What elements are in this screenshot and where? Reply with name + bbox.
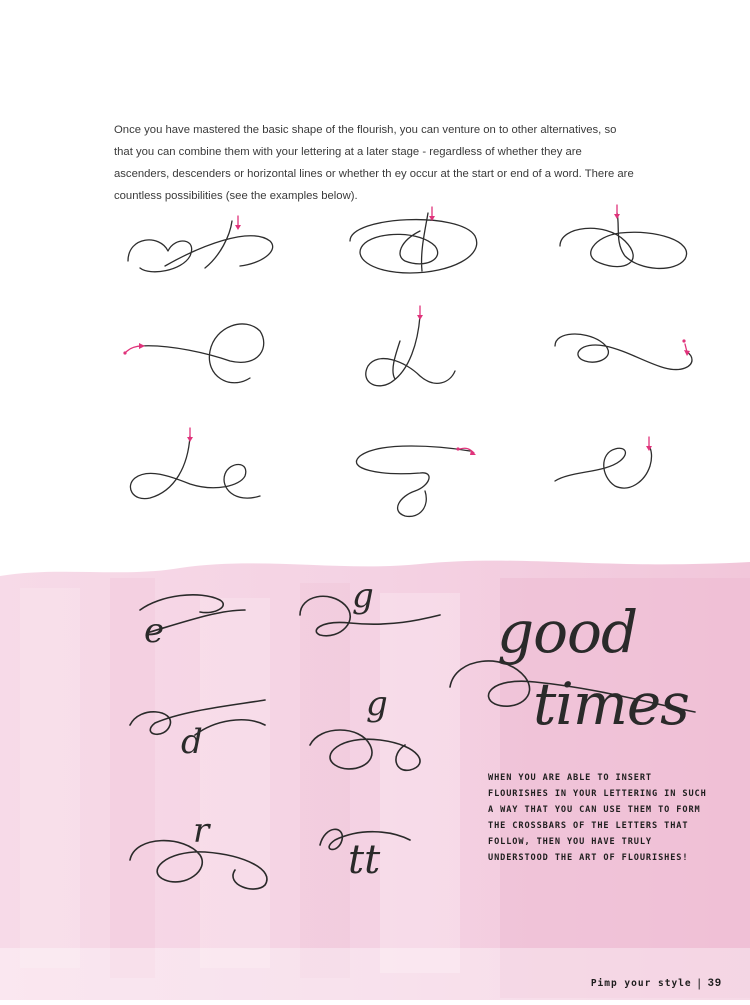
flourish-example-6 [545, 306, 715, 406]
flourish-example-7 [120, 426, 290, 526]
flourish-example-3 [545, 201, 715, 301]
flourish-example-5 [340, 301, 510, 401]
flourish-example-4 [120, 306, 290, 406]
letter-flourish-r [125, 800, 285, 910]
letter-d: d [181, 722, 203, 762]
flourish-example-1 [120, 206, 290, 306]
flourish-example-9 [545, 431, 715, 531]
headline-word-good: good [497, 598, 638, 666]
section-title: Pimp your style [590, 977, 692, 989]
letter-flourish-e [130, 580, 290, 690]
letter-flourish-tt [310, 800, 470, 910]
flourish-examples-grid [100, 196, 700, 536]
letter-g-2: g [366, 684, 388, 724]
letter-flourish-g2 [300, 685, 460, 795]
letter-e: e [144, 611, 165, 651]
letter-g-1: g [352, 576, 374, 616]
letter-flourish-d [125, 685, 285, 795]
footer-separator: | [697, 976, 702, 990]
headline-word-times: times [533, 670, 689, 738]
letter-r: r [193, 811, 210, 851]
page-footer [591, 976, 722, 990]
flourish-example-8 [340, 431, 510, 531]
letter-flourish-g1 [290, 575, 450, 685]
good-times-headline [445, 592, 705, 752]
flourish-example-2 [340, 201, 510, 301]
caption-text: WHEN YOU ARE ABLE TO INSERT FLOURISHES IN YOUR LETTERING IN SUCH A WAY THAT YOU CAN USE THEM TO FORM THE CROSSBARS OF THE LETTERS THAT FOLLOW, THEN YOU HAVE TRULY UNDERSTOOD THE ART OF FLOURISHES! [488, 773, 707, 863]
letters-tt: tt [348, 837, 381, 883]
page-number: 39 [707, 977, 722, 989]
intro-paragraph: Once you have mastered the basic shape of the flourish, you can venture on to other alternatives, so that you can combine them with your lettering at a later stage - regardless of whether they are ascenders, descenders or horizontal lines or whether th ey occur at the start or end of a word. There are countless possibilities (see the examples below). [114, 124, 634, 202]
